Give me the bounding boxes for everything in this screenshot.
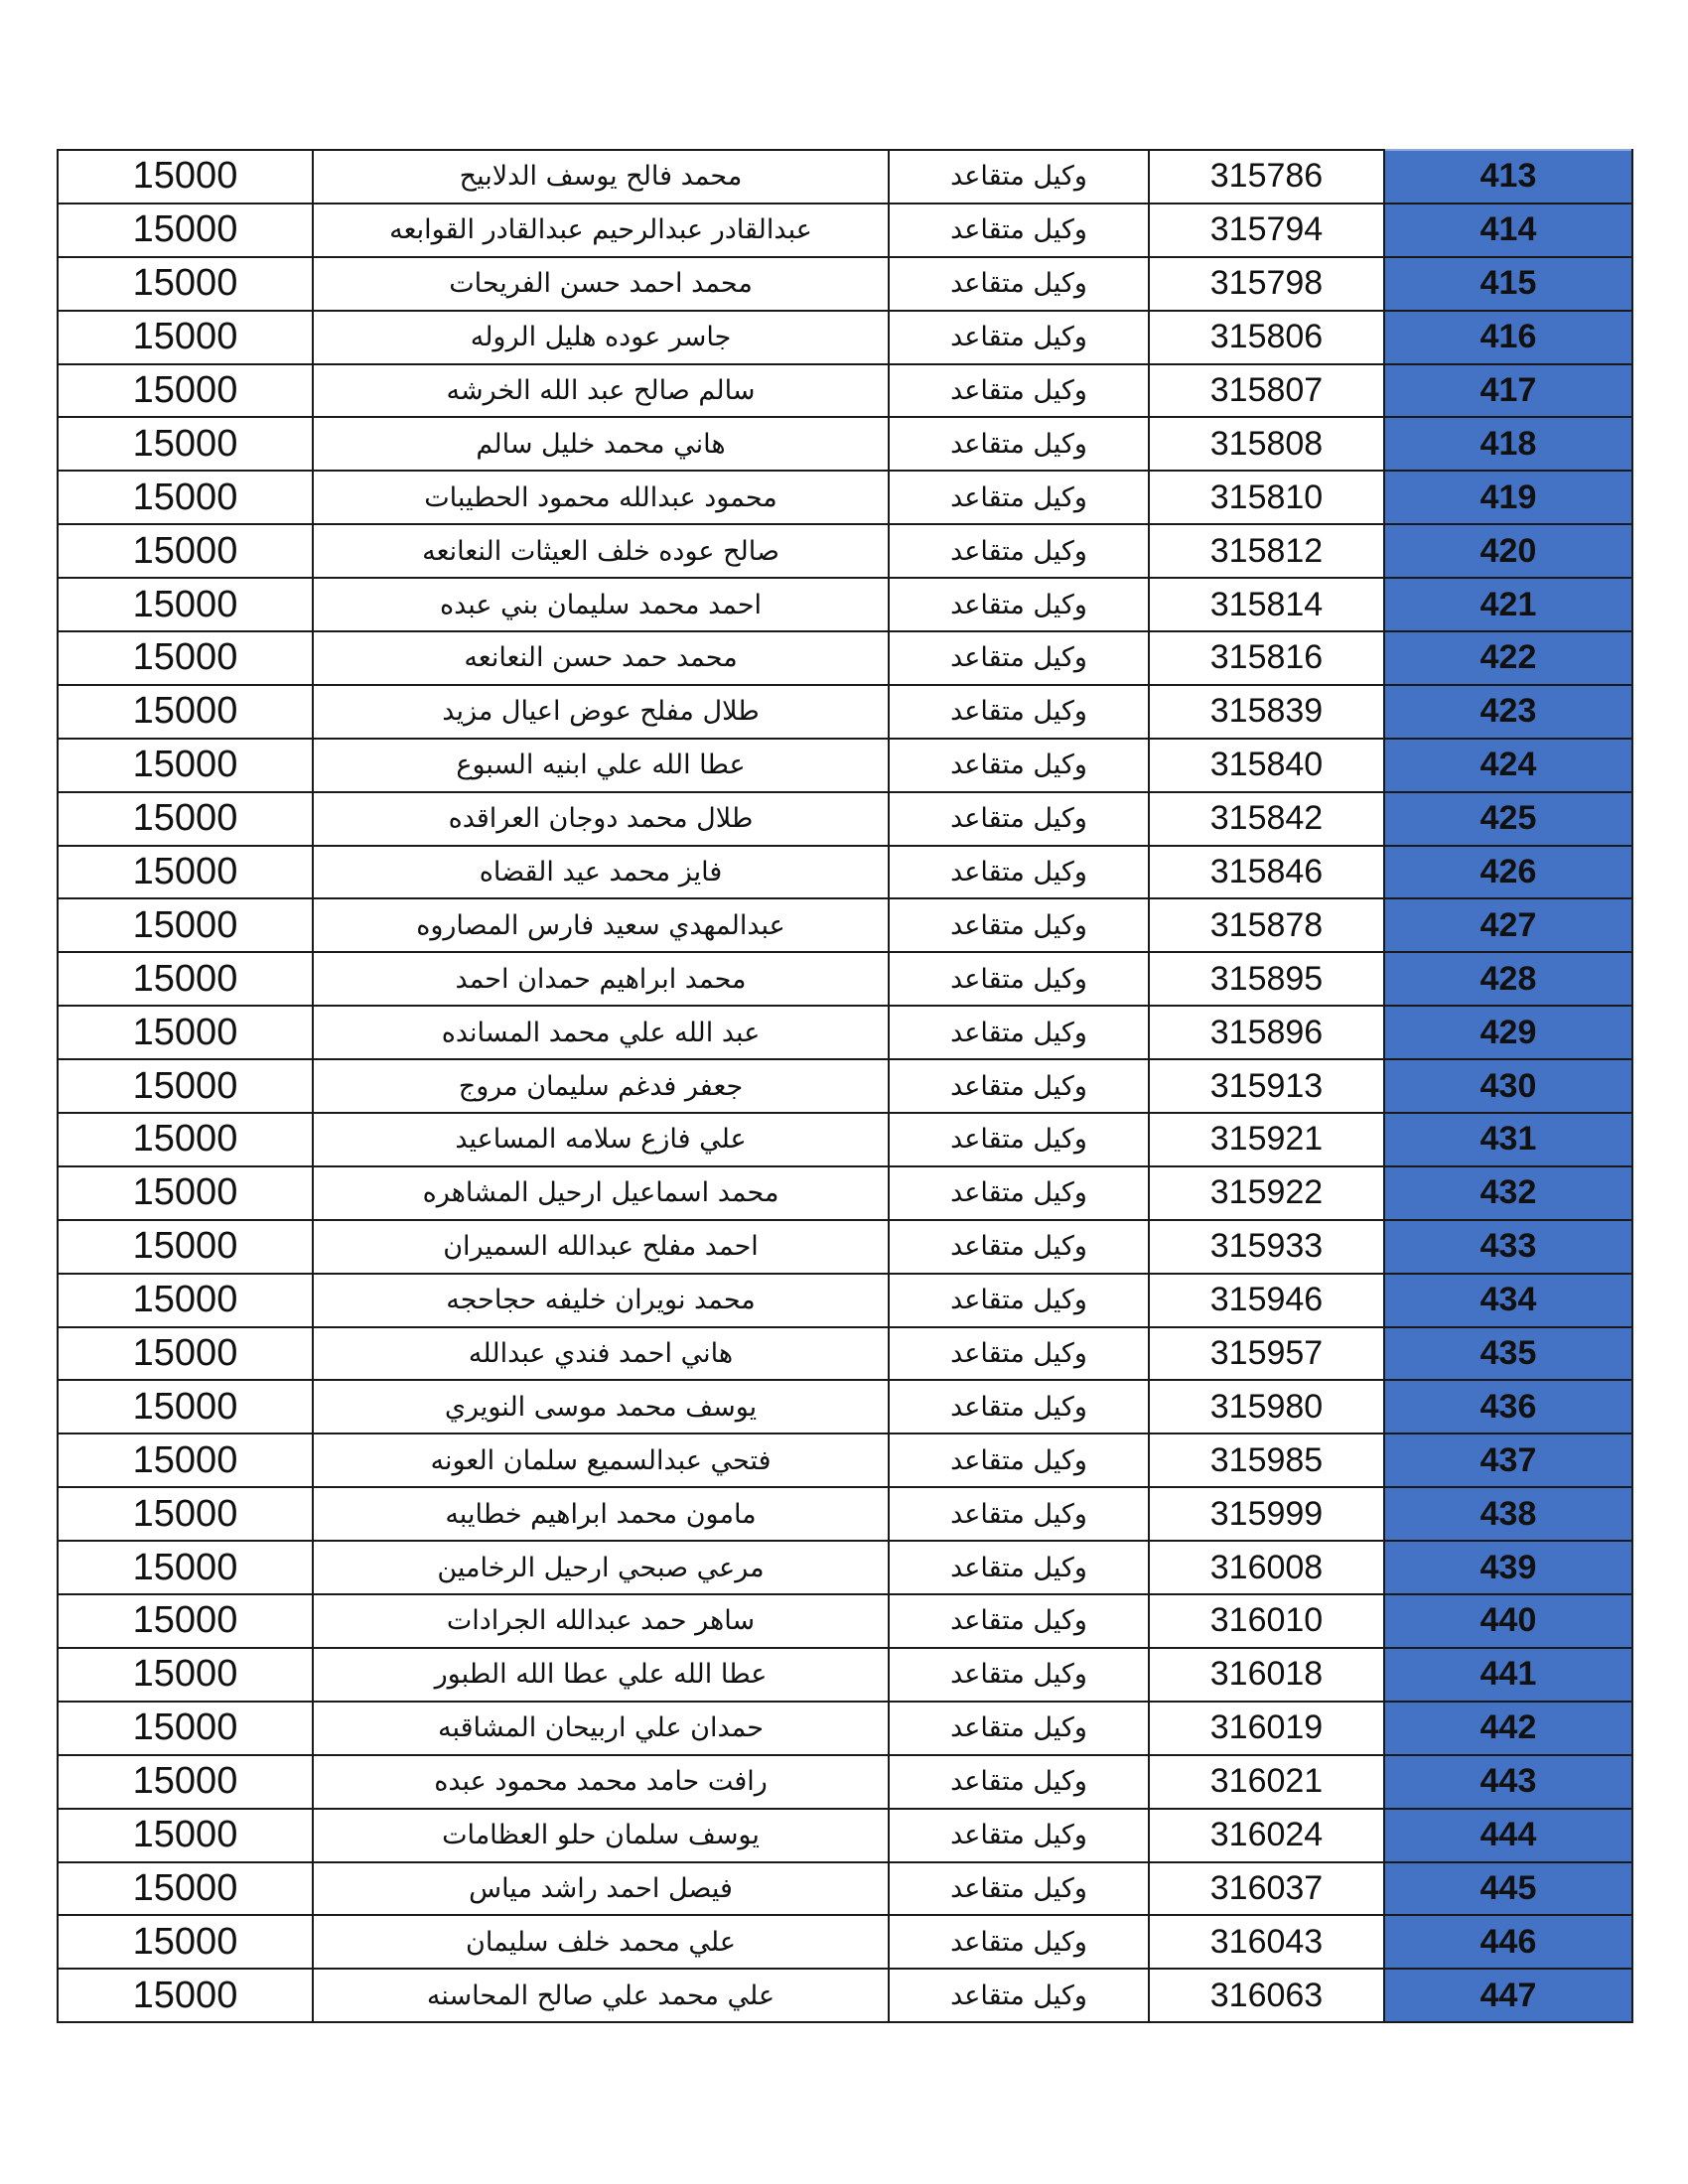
amount-cell: 15000 bbox=[58, 1702, 313, 1755]
rank-cell: وكيل متقاعد bbox=[889, 846, 1149, 899]
sequence-number-cell: 434 bbox=[1384, 1274, 1632, 1327]
retiree-table-body bbox=[58, 150, 1632, 2022]
table-row bbox=[58, 1274, 1632, 1327]
table-row bbox=[58, 311, 1632, 364]
table-row bbox=[58, 1327, 1632, 1381]
sequence-number-cell: 437 bbox=[1384, 1433, 1632, 1487]
name-cell: يوسف سلمان حلو العظامات bbox=[313, 1809, 889, 1862]
table-row bbox=[58, 257, 1632, 311]
service-number-cell: 315913 bbox=[1149, 1059, 1384, 1113]
name-cell: طلال مفلح عوض اعيال مزيد bbox=[313, 685, 889, 739]
table-row bbox=[58, 1702, 1632, 1755]
name-cell: مامون محمد ابراهيم خطايبه bbox=[313, 1487, 889, 1541]
sequence-number-cell: 428 bbox=[1384, 952, 1632, 1006]
sequence-number-cell: 420 bbox=[1384, 524, 1632, 578]
name-cell: محمد اسماعيل ارحيل المشاهره bbox=[313, 1166, 889, 1220]
table-row bbox=[58, 150, 1632, 204]
amount-cell: 15000 bbox=[58, 1380, 313, 1433]
rank-cell: وكيل متقاعد bbox=[889, 578, 1149, 631]
name-cell: فايز محمد عيد القضاه bbox=[313, 846, 889, 899]
amount-cell: 15000 bbox=[58, 524, 313, 578]
sequence-number-cell: 439 bbox=[1384, 1541, 1632, 1594]
name-cell: عبدالقادر عبدالرحيم عبدالقادر القوابعه bbox=[313, 204, 889, 257]
table-row bbox=[58, 1166, 1632, 1220]
service-number-cell: 315985 bbox=[1149, 1433, 1384, 1487]
amount-cell: 15000 bbox=[58, 1648, 313, 1702]
amount-cell: 15000 bbox=[58, 685, 313, 739]
amount-cell: 15000 bbox=[58, 1113, 313, 1166]
name-cell: يوسف محمد موسى النويري bbox=[313, 1380, 889, 1433]
service-number-cell: 315794 bbox=[1149, 204, 1384, 257]
table-row bbox=[58, 631, 1632, 685]
service-number-cell: 315999 bbox=[1149, 1487, 1384, 1541]
amount-cell: 15000 bbox=[58, 952, 313, 1006]
amount-cell: 15000 bbox=[58, 1915, 313, 1969]
amount-cell: 15000 bbox=[58, 1541, 313, 1594]
sequence-number-cell: 416 bbox=[1384, 311, 1632, 364]
amount-cell: 15000 bbox=[58, 1862, 313, 1916]
rank-cell: وكيل متقاعد bbox=[889, 1648, 1149, 1702]
name-cell: عبدالمهدي سعيد فارس المصاروه bbox=[313, 898, 889, 952]
name-cell: عبد الله علي محمد المسانده bbox=[313, 1006, 889, 1059]
amount-cell: 15000 bbox=[58, 257, 313, 311]
table-row bbox=[58, 1541, 1632, 1594]
service-number-cell: 315922 bbox=[1149, 1166, 1384, 1220]
service-number-cell: 316010 bbox=[1149, 1594, 1384, 1648]
sequence-number-cell: 427 bbox=[1384, 898, 1632, 952]
sequence-number-cell: 415 bbox=[1384, 257, 1632, 311]
service-number-cell: 315812 bbox=[1149, 524, 1384, 578]
amount-cell: 15000 bbox=[58, 1433, 313, 1487]
sequence-number-cell: 443 bbox=[1384, 1755, 1632, 1809]
table-row bbox=[58, 524, 1632, 578]
rank-cell: وكيل متقاعد bbox=[889, 524, 1149, 578]
name-cell: مرعي صبحي ارحيل الرخامين bbox=[313, 1541, 889, 1594]
table-row bbox=[58, 1380, 1632, 1433]
name-cell: ساهر حمد عبدالله الجرادات bbox=[313, 1594, 889, 1648]
rank-cell: وكيل متقاعد bbox=[889, 1915, 1149, 1969]
rank-cell: وكيل متقاعد bbox=[889, 631, 1149, 685]
rank-cell: وكيل متقاعد bbox=[889, 1059, 1149, 1113]
rank-cell: وكيل متقاعد bbox=[889, 1541, 1149, 1594]
table-row bbox=[58, 1487, 1632, 1541]
rank-cell: وكيل متقاعد bbox=[889, 1433, 1149, 1487]
rank-cell: وكيل متقاعد bbox=[889, 1006, 1149, 1059]
sequence-number-cell: 442 bbox=[1384, 1702, 1632, 1755]
sequence-number-cell: 419 bbox=[1384, 471, 1632, 524]
service-number-cell: 315798 bbox=[1149, 257, 1384, 311]
service-number-cell: 315807 bbox=[1149, 364, 1384, 418]
name-cell: علي محمد خلف سليمان bbox=[313, 1915, 889, 1969]
name-cell: فتحي عبدالسميع سلمان العونه bbox=[313, 1433, 889, 1487]
name-cell: محمود عبدالله محمود الحطيبات bbox=[313, 471, 889, 524]
rank-cell: وكيل متقاعد bbox=[889, 364, 1149, 418]
sequence-number-cell: 421 bbox=[1384, 578, 1632, 631]
rank-cell: وكيل متقاعد bbox=[889, 1274, 1149, 1327]
sequence-number-cell: 418 bbox=[1384, 417, 1632, 471]
service-number-cell: 316037 bbox=[1149, 1862, 1384, 1916]
service-number-cell: 315896 bbox=[1149, 1006, 1384, 1059]
table-row bbox=[58, 417, 1632, 471]
rank-cell: وكيل متقاعد bbox=[889, 1327, 1149, 1381]
name-cell: علي فازع سلامه المساعيد bbox=[313, 1113, 889, 1166]
service-number-cell: 316063 bbox=[1149, 1969, 1384, 2022]
table-row bbox=[58, 1755, 1632, 1809]
rank-cell: وكيل متقاعد bbox=[889, 471, 1149, 524]
service-number-cell: 315957 bbox=[1149, 1327, 1384, 1381]
table-row bbox=[58, 792, 1632, 846]
sequence-number-cell: 432 bbox=[1384, 1166, 1632, 1220]
rank-cell: وكيل متقاعد bbox=[889, 257, 1149, 311]
name-cell: عطا الله علي ابنيه السبوع bbox=[313, 739, 889, 792]
table-row bbox=[58, 471, 1632, 524]
sequence-number-cell: 413 bbox=[1384, 150, 1632, 204]
amount-cell: 15000 bbox=[58, 1220, 313, 1274]
service-number-cell: 315846 bbox=[1149, 846, 1384, 899]
service-number-cell: 315840 bbox=[1149, 739, 1384, 792]
amount-cell: 15000 bbox=[58, 578, 313, 631]
sequence-number-cell: 440 bbox=[1384, 1594, 1632, 1648]
amount-cell: 15000 bbox=[58, 204, 313, 257]
table-row bbox=[58, 1059, 1632, 1113]
sequence-number-cell: 424 bbox=[1384, 739, 1632, 792]
rank-cell: وكيل متقاعد bbox=[889, 1113, 1149, 1166]
service-number-cell: 316024 bbox=[1149, 1809, 1384, 1862]
table-row bbox=[58, 1915, 1632, 1969]
table-row bbox=[58, 578, 1632, 631]
name-cell: جاسر عوده هليل الروله bbox=[313, 311, 889, 364]
sequence-number-cell: 429 bbox=[1384, 1006, 1632, 1059]
amount-cell: 15000 bbox=[58, 1809, 313, 1862]
service-number-cell: 315842 bbox=[1149, 792, 1384, 846]
amount-cell: 15000 bbox=[58, 1487, 313, 1541]
table-row bbox=[58, 204, 1632, 257]
table-row bbox=[58, 1594, 1632, 1648]
table-row bbox=[58, 685, 1632, 739]
service-number-cell: 315814 bbox=[1149, 578, 1384, 631]
service-number-cell: 315980 bbox=[1149, 1380, 1384, 1433]
service-number-cell: 315816 bbox=[1149, 631, 1384, 685]
sequence-number-cell: 436 bbox=[1384, 1380, 1632, 1433]
service-number-cell: 315933 bbox=[1149, 1220, 1384, 1274]
sequence-number-cell: 431 bbox=[1384, 1113, 1632, 1166]
name-cell: محمد فالح يوسف الدلابيح bbox=[313, 150, 889, 204]
amount-cell: 15000 bbox=[58, 631, 313, 685]
service-number-cell: 316021 bbox=[1149, 1755, 1384, 1809]
rank-cell: وكيل متقاعد bbox=[889, 1862, 1149, 1916]
name-cell: علي محمد علي صالح المحاسنه bbox=[313, 1969, 889, 2022]
table-row bbox=[58, 1809, 1632, 1862]
sequence-number-cell: 430 bbox=[1384, 1059, 1632, 1113]
rank-cell: وكيل متقاعد bbox=[889, 417, 1149, 471]
service-number-cell: 316043 bbox=[1149, 1915, 1384, 1969]
amount-cell: 15000 bbox=[58, 1755, 313, 1809]
name-cell: احمد مفلح عبدالله السميران bbox=[313, 1220, 889, 1274]
sequence-number-cell: 433 bbox=[1384, 1220, 1632, 1274]
rank-cell: وكيل متقاعد bbox=[889, 150, 1149, 204]
amount-cell: 15000 bbox=[58, 1594, 313, 1648]
amount-cell: 15000 bbox=[58, 1059, 313, 1113]
sequence-number-cell: 422 bbox=[1384, 631, 1632, 685]
name-cell: صالح عوده خلف العيثات النعانعه bbox=[313, 524, 889, 578]
service-number-cell: 315839 bbox=[1149, 685, 1384, 739]
rank-cell: وكيل متقاعد bbox=[889, 898, 1149, 952]
amount-cell: 15000 bbox=[58, 739, 313, 792]
sequence-number-cell: 445 bbox=[1384, 1862, 1632, 1916]
service-number-cell: 315808 bbox=[1149, 417, 1384, 471]
amount-cell: 15000 bbox=[58, 846, 313, 899]
table-row bbox=[58, 846, 1632, 899]
name-cell: احمد محمد سليمان بني عبده bbox=[313, 578, 889, 631]
rank-cell: وكيل متقاعد bbox=[889, 1809, 1149, 1862]
rank-cell: وكيل متقاعد bbox=[889, 204, 1149, 257]
sequence-number-cell: 446 bbox=[1384, 1915, 1632, 1969]
amount-cell: 15000 bbox=[58, 1327, 313, 1381]
rank-cell: وكيل متقاعد bbox=[889, 1220, 1149, 1274]
amount-cell: 15000 bbox=[58, 1274, 313, 1327]
rank-cell: وكيل متقاعد bbox=[889, 1166, 1149, 1220]
service-number-cell: 315946 bbox=[1149, 1274, 1384, 1327]
table-row bbox=[58, 364, 1632, 418]
rank-cell: وكيل متقاعد bbox=[889, 685, 1149, 739]
name-cell: محمد نويران خليفه حجاحجه bbox=[313, 1274, 889, 1327]
table-row bbox=[58, 1969, 1632, 2022]
service-number-cell: 315878 bbox=[1149, 898, 1384, 952]
rank-cell: وكيل متقاعد bbox=[889, 311, 1149, 364]
amount-cell: 15000 bbox=[58, 364, 313, 418]
table-row bbox=[58, 1006, 1632, 1059]
table-row bbox=[58, 739, 1632, 792]
table-row bbox=[58, 1113, 1632, 1166]
amount-cell: 15000 bbox=[58, 311, 313, 364]
table-row bbox=[58, 1220, 1632, 1274]
service-number-cell: 315921 bbox=[1149, 1113, 1384, 1166]
sequence-number-cell: 417 bbox=[1384, 364, 1632, 418]
sequence-number-cell: 444 bbox=[1384, 1809, 1632, 1862]
sequence-number-cell: 447 bbox=[1384, 1969, 1632, 2022]
rank-cell: وكيل متقاعد bbox=[889, 1380, 1149, 1433]
sequence-number-cell: 426 bbox=[1384, 846, 1632, 899]
service-number-cell: 315895 bbox=[1149, 952, 1384, 1006]
name-cell: جعفر فدغم سليمان مروج bbox=[313, 1059, 889, 1113]
service-number-cell: 315810 bbox=[1149, 471, 1384, 524]
sequence-number-cell: 438 bbox=[1384, 1487, 1632, 1541]
name-cell: محمد حمد حسن النعانعه bbox=[313, 631, 889, 685]
amount-cell: 15000 bbox=[58, 150, 313, 204]
rank-cell: وكيل متقاعد bbox=[889, 792, 1149, 846]
rank-cell: وكيل متقاعد bbox=[889, 1969, 1149, 2022]
table-row bbox=[58, 1648, 1632, 1702]
service-number-cell: 315806 bbox=[1149, 311, 1384, 364]
service-number-cell: 316008 bbox=[1149, 1541, 1384, 1594]
name-cell: رافت حامد محمد محمود عبده bbox=[313, 1755, 889, 1809]
name-cell: هاني محمد خليل سالم bbox=[313, 417, 889, 471]
rank-cell: وكيل متقاعد bbox=[889, 1487, 1149, 1541]
rank-cell: وكيل متقاعد bbox=[889, 1594, 1149, 1648]
rank-cell: وكيل متقاعد bbox=[889, 1755, 1149, 1809]
rank-cell: وكيل متقاعد bbox=[889, 739, 1149, 792]
rank-cell: وكيل متقاعد bbox=[889, 1702, 1149, 1755]
name-cell: محمد ابراهيم حمدان احمد bbox=[313, 952, 889, 1006]
name-cell: سالم صالح عبد الله الخرشه bbox=[313, 364, 889, 418]
sequence-number-cell: 425 bbox=[1384, 792, 1632, 846]
retiree-table bbox=[57, 149, 1633, 2023]
amount-cell: 15000 bbox=[58, 417, 313, 471]
service-number-cell: 316018 bbox=[1149, 1648, 1384, 1702]
table-row bbox=[58, 1433, 1632, 1487]
name-cell: حمدان علي اربيحان المشاقبه bbox=[313, 1702, 889, 1755]
table-row bbox=[58, 952, 1632, 1006]
name-cell: طلال محمد دوجان العراقده bbox=[313, 792, 889, 846]
sequence-number-cell: 435 bbox=[1384, 1327, 1632, 1381]
amount-cell: 15000 bbox=[58, 898, 313, 952]
sequence-number-cell: 414 bbox=[1384, 204, 1632, 257]
rank-cell: وكيل متقاعد bbox=[889, 952, 1149, 1006]
amount-cell: 15000 bbox=[58, 1166, 313, 1220]
table-row bbox=[58, 1862, 1632, 1916]
name-cell: فيصل احمد راشد مياس bbox=[313, 1862, 889, 1916]
amount-cell: 15000 bbox=[58, 1969, 313, 2022]
service-number-cell: 315786 bbox=[1149, 150, 1384, 204]
amount-cell: 15000 bbox=[58, 471, 313, 524]
name-cell: عطا الله علي عطا الله الطبور bbox=[313, 1648, 889, 1702]
amount-cell: 15000 bbox=[58, 1006, 313, 1059]
service-number-cell: 316019 bbox=[1149, 1702, 1384, 1755]
sequence-number-cell: 423 bbox=[1384, 685, 1632, 739]
name-cell: هاني احمد فندي عبدالله bbox=[313, 1327, 889, 1381]
amount-cell: 15000 bbox=[58, 792, 313, 846]
table-row bbox=[58, 898, 1632, 952]
sequence-number-cell: 441 bbox=[1384, 1648, 1632, 1702]
name-cell: محمد احمد حسن الفريحات bbox=[313, 257, 889, 311]
